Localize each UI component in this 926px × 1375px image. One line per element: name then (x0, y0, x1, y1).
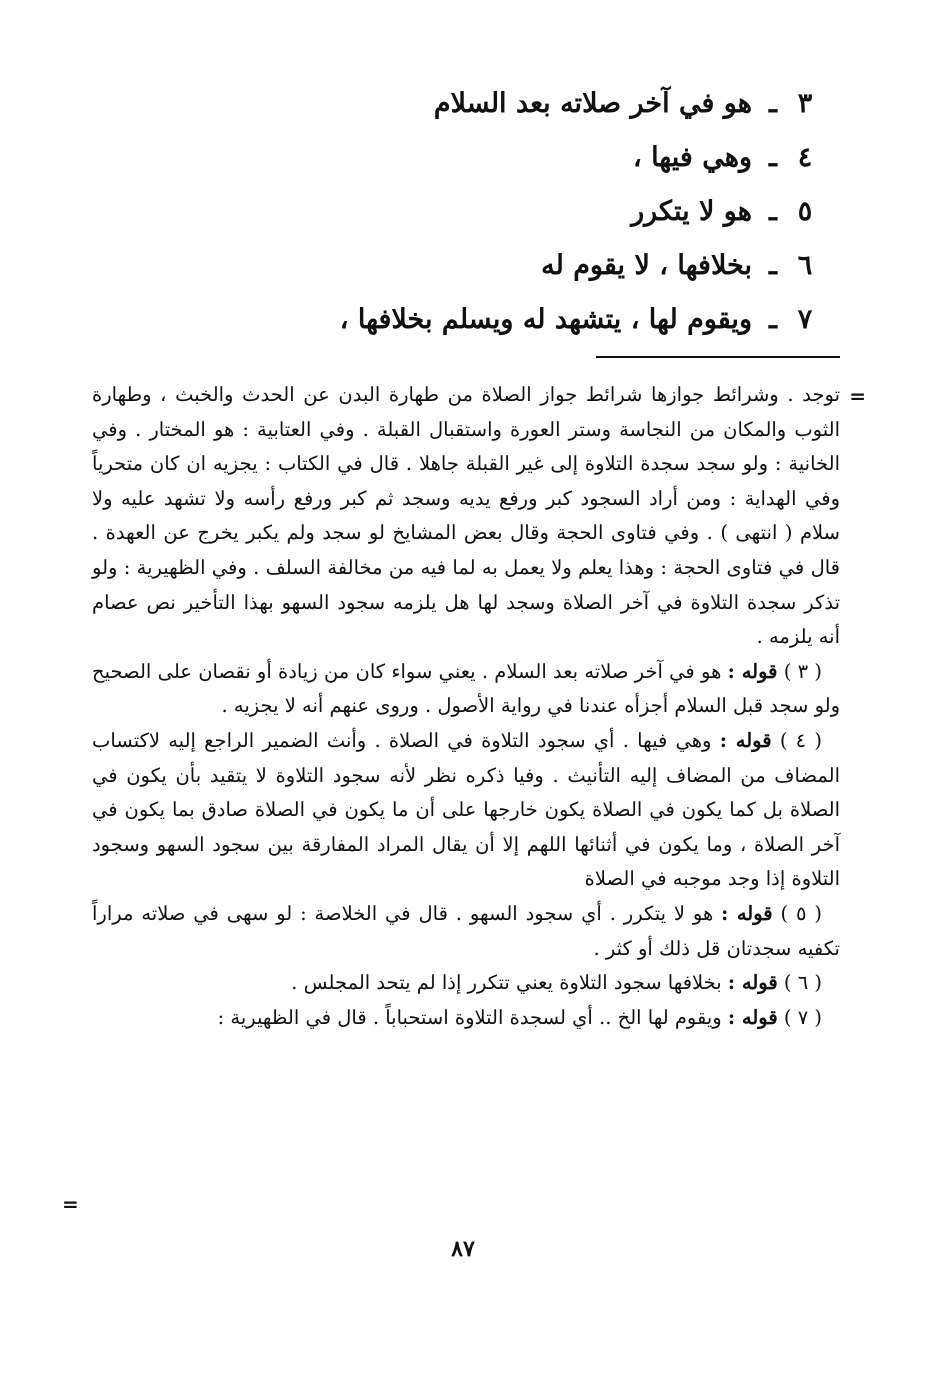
item-dash: ـ (769, 142, 777, 173)
note-text: ويقوم لها الخ .. أي لسجدة التلاوة استحباباً . قال في الظهيرية : (217, 1005, 722, 1029)
item-number: ٥ (797, 196, 813, 227)
item-text: ويقوم لها ، يتشهد له ويسلم بخلافها ، (339, 304, 752, 335)
commentary-note (92, 655, 840, 724)
main-text-list (296, 88, 816, 358)
item-dash: ـ (769, 88, 777, 119)
item-text: هو في آخر صلاته بعد السلام (433, 88, 752, 119)
note-lead: قوله : (727, 1005, 778, 1029)
item-dash: ـ (769, 196, 777, 227)
note-text: بخلافها سجود التلاوة يعني تتكرر إذا لم يتحد المجلس . (291, 971, 722, 995)
item-dash: ـ (769, 304, 777, 335)
item-text: وهي فيها ، (632, 142, 752, 173)
note-number: ( ٧ ) (783, 1005, 822, 1029)
note-number: ( ٣ ) (783, 659, 822, 683)
note-number: ( ٤ ) (779, 728, 823, 752)
note-lead: قوله : (727, 659, 778, 683)
note-text: وهي فيها . أي سجود التلاوة في الصلاة . وأنث الضمير الراجع إليه لاكتساب المضاف من المضاف إليه التأنيث . وفيا ذكره نظر لأنه سجود التلاوة لا يتقيد بأن يكون في الصلاة بل كما يكون في الصلاة يكون خارجها على أن ما يكون في الصلاة صادق بما يكون في آخر الصلاة ، وما يكون في أثنائها اللهم إلا أن يقال المراد المفارقة بين سجود السهو وسجود التلاوة إذا وجد موجبه في الصلاة (92, 728, 840, 891)
item-text: هو لا يتكرر (631, 196, 752, 227)
item-dash: ـ (769, 250, 777, 281)
commentary-note (92, 1001, 840, 1036)
note-text: هو في آخر صلاته بعد السلام . يعني سواء كان من زيادة أو نقصان على الصحيح ولو سجد قبل السلام أجزأه عندنا في رواية الأصول . وروى عنهم أنه لا يجزيه . (92, 659, 840, 718)
main-text-item (296, 142, 816, 196)
page-number: ٨٧ (451, 1236, 475, 1262)
commentary-note (92, 897, 840, 966)
main-text-item (296, 304, 816, 358)
commentary-block (92, 378, 840, 1035)
continuation-mark-end: = (62, 1192, 79, 1216)
commentary-note (92, 966, 840, 1001)
footnote-separator-line (596, 356, 840, 358)
commentary-note (92, 724, 840, 897)
note-number: ( ٦ ) (783, 971, 822, 995)
note-lead: قوله : (721, 901, 773, 925)
main-text-item (296, 196, 816, 250)
commentary-intro: توجد . وشرائط جوازها شرائط جواز الصلاة من طهارة البدن عن الحدث والخبث ، وطهارة الثوب والمكان من النجاسة وستر العورة واستقبال القبلة . وفي العتابية : هو المختار . وفي الخانية : ولو سجد سجدة التلاوة إلى غير القبلة جاهلا . قال في الكتاب : يجزيه ان كان متحرياً وفي الهداية : ومن أراد السجود كبر ورفع يديه وسجد ثم كبر ورفع رأسه ولا تشهد عليه ولا سلام ( انتهى ) . وفي فتاوى الحجة وقال بعض المشايخ لو سجد ولم يكبر يخرج عن العهدة . قال في فتاوى الحجة : وهذا يعلم ولا يعمل به لما فيه من مخالفة السلف . وفي الظهيرية : ولو تذكر سجدة التلاوة في آخر الصلاة وسجد لها هل يلزمه سجود السهو بهذا التأخير نص عصام أنه يلزمه . (92, 383, 840, 649)
note-lead: قوله : (719, 728, 772, 752)
main-text-item (296, 88, 816, 142)
item-number: ٣ (797, 88, 813, 119)
item-number: ٤ (797, 142, 813, 173)
note-number: ( ٥ ) (780, 901, 823, 925)
note-lead: قوله : (727, 971, 778, 995)
main-text-item (296, 250, 816, 304)
item-text: بخلافها ، لا يقوم له (541, 250, 752, 281)
item-number: ٧ (797, 304, 813, 335)
note-text: هو لا يتكرر . أي سجود السهو . قال في الخلاصة : لو سهى في صلاته مراراً تكفيه سجدتان قل ذلك أو كثر . (92, 901, 840, 960)
item-number: ٦ (797, 250, 813, 281)
continuation-mark-start: = (849, 384, 866, 408)
